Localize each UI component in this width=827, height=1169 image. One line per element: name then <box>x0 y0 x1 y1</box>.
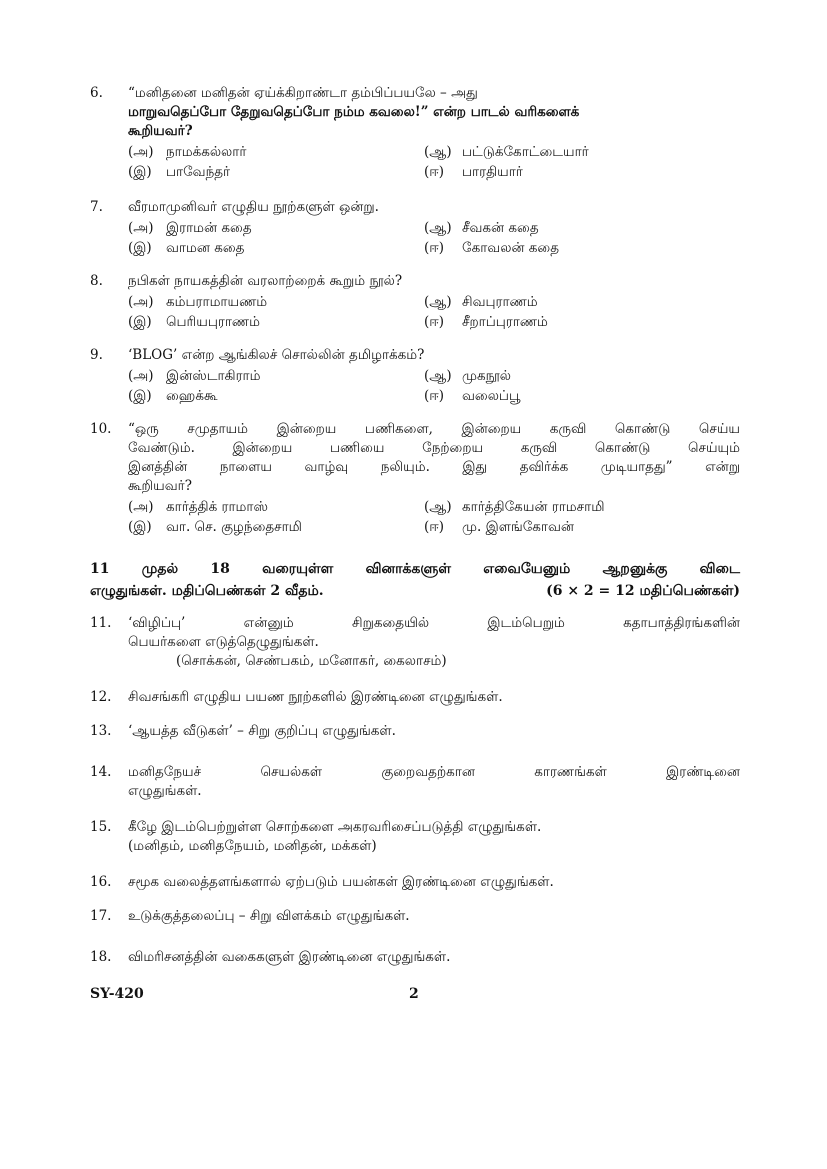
question-text: சிவசங்கரி எழுதிய பயண நூற்களில் இரண்டினை எழுதுங்கள். <box>128 689 503 705</box>
section-line: எழுதுங்கள். மதிப்பெண்கள் 2 வீதம். <box>90 583 324 599</box>
question-number: 16. <box>90 874 112 890</box>
question-text <box>128 198 740 217</box>
question-text: ‘ஆயத்த வீடுகள்’ – சிறு குறிப்பு எழுதுங்கள். <box>128 723 396 739</box>
options <box>128 143 740 183</box>
question-line: பெயர்களை எடுத்தெழுதுங்கள். <box>128 634 319 650</box>
question-number: 18. <box>90 949 112 965</box>
section-line: 11 முதல் 18 வரையுள்ள வினாக்களுள் எவையேனும் ஆறனுக்கு விடை <box>90 561 740 577</box>
option-aa: (ஆ) சீவகன் கதை <box>424 220 539 236</box>
page-number: 2 <box>409 986 419 1002</box>
option-a: (அ) நாமக்கல்லார் <box>128 144 247 160</box>
option-i: (இ) பெரியபுராணம் <box>128 314 260 330</box>
option-ii: (ஈ) மு. இளங்கோவன் <box>424 519 574 535</box>
question-line: மாறுவதெப்போ தேறுவதெப்போ நம்ம கவலை!” என்ற பாடல் வரிகளைக் <box>128 104 580 120</box>
option-a: (அ) இராமன் கதை <box>128 220 252 236</box>
option-i: (இ) ஹைக்கூ <box>128 388 218 404</box>
option-a: (அ) இன்ஸ்டாகிராம் <box>128 368 261 384</box>
option-ii: (ஈ) வலைப்பூ <box>424 388 521 404</box>
question-text: விமரிசனத்தின் வகைகளுள் இரண்டினை எழுதுங்கள். <box>128 949 451 965</box>
question-17 <box>90 907 740 926</box>
section-instructions <box>90 558 740 602</box>
question-text <box>128 346 740 365</box>
option-aa: (ஆ) கார்த்திகேயன் ராமசாமி <box>424 499 605 515</box>
question-text <box>128 614 740 671</box>
question-12 <box>90 688 740 707</box>
question-number: 12. <box>90 689 112 705</box>
question-line: இனத்தின் நாளைய வாழ்வு நலியும். இது தவிர்க்க முடியாதது” என்று <box>128 459 740 475</box>
question-hint: (சொக்கன், செண்பகம், மனோகர், கைலாசம்) <box>176 653 447 669</box>
question-line: நபிகள் நாயகத்தின் வரலாற்றைக் கூறும் நூல்? <box>128 273 403 289</box>
paper-code: SY-420 <box>90 986 144 1002</box>
question-number: 17. <box>90 908 112 924</box>
options <box>128 293 740 333</box>
question-9 <box>90 346 740 407</box>
question-number: 10. <box>90 421 112 437</box>
option-a: (அ) கம்பராமாயணம் <box>128 294 268 310</box>
question-8 <box>90 272 740 333</box>
option-ii: (ஈ) சீறாப்புராணம் <box>424 314 548 330</box>
question-number: 7. <box>90 199 103 215</box>
question-line: ‘விழிப்பு’ என்னும் சிறுகதையில் இடம்பெறும் கதாபாத்திரங்களின் <box>128 615 740 631</box>
question-text: உடுக்குத்தலைப்பு – சிறு விளக்கம் எழுதுங்கள். <box>128 908 410 924</box>
question-line: வேண்டும். இன்றைய பணியை நேற்றைய கருவி கொண்டு செய்யும் <box>128 440 740 456</box>
question-number: 13. <box>90 723 112 739</box>
question-text <box>128 272 740 291</box>
options <box>128 367 740 407</box>
question-13 <box>90 722 740 741</box>
question-number: 6. <box>90 85 103 101</box>
question-18 <box>90 948 740 967</box>
question-11 <box>90 614 740 671</box>
option-i: (இ) வாமன கதை <box>128 240 245 256</box>
question-16 <box>90 873 740 892</box>
question-number: 8. <box>90 273 103 289</box>
question-15 <box>90 818 740 856</box>
options <box>128 219 740 259</box>
question-text <box>128 818 740 856</box>
option-aa: (ஆ) முகநூல் <box>424 368 512 384</box>
option-ii: (ஈ) கோவலன் கதை <box>424 240 559 256</box>
question-number: 14. <box>90 764 112 780</box>
question-line: ‘BLOG’ என்ற ஆங்கிலச் சொல்லின் தமிழாக்கம்? <box>128 347 425 363</box>
option-aa: (ஆ) சிவபுராணம் <box>424 294 538 310</box>
option-aa: (ஆ) பட்டுக்கோட்டையார் <box>424 144 589 160</box>
option-i: (இ) வா. செ. குழந்தைசாமி <box>128 519 302 535</box>
question-10 <box>90 420 740 538</box>
question-line: எழுதுங்கள். <box>128 783 202 799</box>
section-marks: (6 × 2 = 12 மதிப்பெண்கள்) <box>546 583 740 599</box>
option-ii: (ஈ) பாரதியார் <box>424 164 523 180</box>
question-text: சமூக வலைத்தளங்களால் ஏற்படும் பயன்கள் இரண்டினை எழுதுங்கள். <box>128 874 554 890</box>
question-line: “மனிதனை மனிதன் ஏய்க்கிறாண்டா தம்பிப்பயலே – அது <box>128 85 478 101</box>
question-text <box>128 763 740 801</box>
question-number: 11. <box>90 615 112 631</box>
question-line: கூறியவர்? <box>128 123 193 139</box>
question-number: 15. <box>90 819 112 835</box>
question-text <box>128 84 740 141</box>
option-a: (அ) கார்த்திக் ராமாஸ் <box>128 499 268 515</box>
question-line: மனிதநேயச் செயல்கள் குறைவதற்கான காரணங்கள் இரண்டினை <box>128 764 740 780</box>
options <box>128 498 740 538</box>
question-line: கூறியவர்? <box>128 478 192 494</box>
question-line: வீரமாமுனிவர் எழுதிய நூற்களுள் ஒன்று. <box>128 199 379 215</box>
option-i: (இ) பாவேந்தர் <box>128 164 231 180</box>
question-number: 9. <box>90 347 103 363</box>
question-line: (மனிதம், மனிதநேயம், மனிதன், மக்கள்) <box>128 838 377 854</box>
question-6 <box>90 84 740 183</box>
section-line-2 <box>90 580 740 602</box>
question-line: கீழே இடம்பெற்றுள்ள சொற்களை அகரவரிசைப்படுத்தி எழுதுங்கள். <box>128 819 542 835</box>
question-text <box>128 420 740 496</box>
question-14 <box>90 763 740 801</box>
question-line: “ஒரு சமுதாயம் இன்றைய பணிகளை, இன்றைய கருவி கொண்டு செய்ய <box>128 421 740 437</box>
question-7 <box>90 198 740 259</box>
